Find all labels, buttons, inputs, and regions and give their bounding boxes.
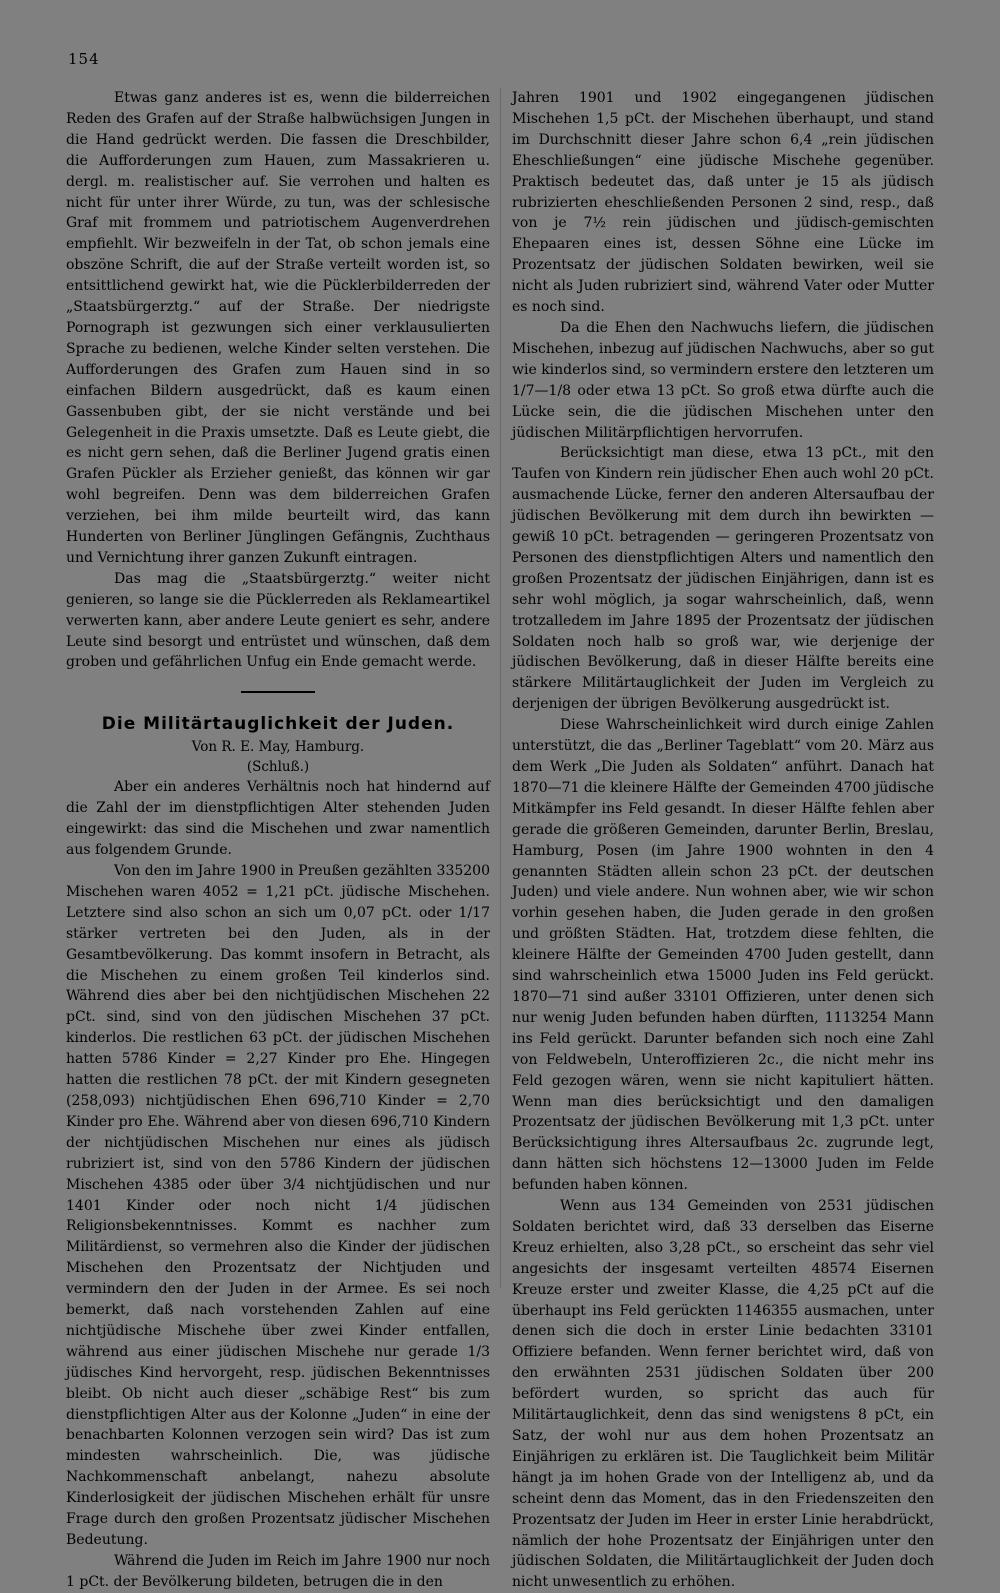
paragraph: Jahren 1901 und 1902 eingegangenen jüdischen Mischehen 1,5 pCt. der Mischehen überhaupt, und stand im Durchschnitt dieser Jahre schon 6,4 „rein jüdischen Eheschließungen“ eine jüdische Mischehe gegenüber. Praktisch bedeutet das, daß unter je 15 als jüdisch rubrizierten eheschließenden Personen 2 sind, resp., daß von je 7½ rein jüdischen und jüdisch-gemischten Ehepaaren eines ist, dessen Söhne eine Lücke im Prozentsatz der jüdischen Soldaten bewirken, weil sie nicht als Juden rubriziert sind, während Vater oder Mutter es noch sind. <box>512 90 934 316</box>
paragraph: Das mag die „Staatsbürgerztg.“ weiter nicht genieren, so lange sie die Pücklerreden als Reklameartikel verwerten kann, aber andere Leute geniert es sehr, andere Leute sind besorgt und entrüstet und wünschen, daß dem groben und gefährlichen Unfug ein Ende gemacht werde. <box>66 570 490 671</box>
paragraph: Wenn aus 134 Gemeinden von 2531 jüdischen Soldaten berichtet wird, daß 33 derselben das Eiserne Kreuz erhielten, also 3,28 pCt., so erscheint das sehr viel angesichts der insgesamt verteilten 48574 Eisernen Kreuze erster und zweiter Klasse, die 4,25 pCt auf die überhaupt ins Feld gerückten 1146355 ausmachen, unter denen sich die doch in erster Linie bedachten 33101 Offiziere befanden. Wenn ferner berichtet wird, daß von den erwähnten 2531 jüdischen Soldaten über 200 befördert wurden, so spricht das auch für Militärtauglichkeit, denn das sind wenigstens 8 pCt, ein Satz, der wohl nur aus dem hohen Prozentsatz an Einjährigen zu erklären ist. Die Tauglichkeit beim Militär hängt ja im hohen Grade von der Intelligenz ab, und da scheint denn das Moment, das in den Friedenszeiten den Prozentsatz der Juden im Heer in erster Linie herabdrückt, nämlich der hohe Prozentsatz der Einjährigen unter den jüdischen Soldaten, die Militärtauglichkeit der Juden doch nicht unwesentlich zu erhöhen. <box>512 1198 934 1591</box>
paragraph: Diese Wahrscheinlichkeit wird durch einige Zahlen unterstützt, die das „Berliner Tageblatt“ vom 20. März aus dem Werk „Die Juden als Soldaten“ anführt. Danach hat 1870—71 die kleinere Hälfte der Gemeinden 4700 jüdische Mitkämpfer ins Feld gesandt. In dieser Hälfte fehlen aber gerade die größeren Gemeinden, darunter Berlin, Breslau, Hamburg, Posen (im Jahre 1900 wohnten in den 4 genannten Städten allein schon 23 pCt. der deutschen Juden) und viele andere. Nun wohnen aber, wie wir schon vorhin gesehen haben, die Juden gerade in den großen und größten Städten. Hat, trotzdem diese fehlten, die kleinere Hälfte der Gemeinden 4700 Juden gestellt, dann sind wahrscheinlich etwa 15000 Juden ins Feld gerückt. 1870—71 sind außer 33101 Offizieren, unter denen sich nur wenig Juden befunden haben dürften, 1113254 Mann ins Feld gerückt. Darunter befanden sich noch eine Zahl von Feldwebeln, Unteroffizieren 2c., die nicht mehr ins Feld gezogen wären, wenn sie nicht kapituliert hätten. Wenn man dies berücksichtigt und den damaligen Prozentsatz der jüdischen Bevölkerung mit 1,3 pCt. unter Berücksichtigung ihres Altersaufbaus 2c. zugrunde legt, dann hätten sich höchstens 12—13000 Juden im Felde befunden haben können. <box>512 717 934 1194</box>
paragraph: Aber ein anderes Verhältnis noch hat hindernd auf die Zahl der im dienstpflichtigen Alter stehenden Juden eingewirkt: das sind die Mischehen und zwar namentlich aus folgendem Grunde. <box>66 779 490 859</box>
paragraph: Etwas ganz anderes ist es, wenn die bilderreichen Reden des Grafen auf der Straße halbwüchsigen Jungen in die Hand gedrückt werden. Die fassen die Dreschbilder, die Aufforderungen zum Hauen, zum Massakrieren u. dergl. m. realistischer auf. Sie verrohen und halten es nicht für unter ihrer Würde, zu tun, was der schlesische Graf mit frommem und patriotischem Augenverdrehen empfiehlt. Wir bezweifeln in der Tat, ob schon jemals eine obszöne Schrift, die auf der Straße verteilt worden ist, so entsittlichend gewirkt hat, wie die Pücklerbilderreden der „Staatsbürgerztg.“ auf der Straße. Der niedrigste Pornograph ist gezwungen sich einer verklausulierten Sprache zu bedienen, welche Kinder selten verstehen. Die Aufforderungen des Grafen zum Hauen sind in so einfachen Bildern ausgedrückt, daß es kaum einen Gassenbuben gibt, der sie nicht verstände und bei Gelegenheit in die Praxis umsetzte. Daß es Leute giebt, die es nicht gern sehen, daß die Berliner Jugend gratis einen Grafen Pückler als Erzieher genießt, das können wir gar wohl begreifen. Denn was dem bilderreichen Grafen verziehen, bei ihm milde beurteilt wird, das kann Hunderten von Berliner Jünglingen Gefängnis, Zuchthaus und Vernichtung ihrer ganzen Zukunft eintragen. <box>66 90 490 566</box>
paragraph: Da die Ehen den Nachwuchs liefern, die jüdischen Mischehen, inbezug auf jüdischen Nachwuchs, aber so gut wie kinderlos sind, so vermindern erstere den letzteren um 1/7—1/8 oder etwa 13 pCt. So groß etwa dürfte auch die Lücke sein, die die jüdischen Mischehen unter den jüdischen Militärpflichtigen hervorrufen. <box>512 319 934 441</box>
paragraph: Berücksichtigt man diese, etwa 13 pCt., mit den Taufen von Kindern rein jüdischer Ehen auch wohl 20 pCt. ausmachende Lücke, ferner den anderen Altersaufbau der jüdischen Bevölkerung mit dem durch ihn bewirkten — gewiß 10 pCt. betragenden — geringeren Prozentsatz von Personen des dienstpflichtigen Alters und namentlich den großen Prozentsatz der jüdischen Einjährigen, dann ist es sehr wohl möglich, ja sogar wahrscheinlich, daß, wenn trotzalledem im Jahre 1895 der Prozentsatz der jüdischen Soldaten noch halb so groß war, wie derjenige der jüdischen Bevölkerung, daß in dieser Hälfte bereits eine stärkere Militärtauglichkeit der Juden im Vergleich zu derjenigen der übrigen Bevölkerung ausgedrückt ist. <box>512 445 934 713</box>
article-title: Die Militärtauglichkeit der Juden. <box>101 714 455 735</box>
paragraph: Während die Juden im Reich im Jahre 1900 nur noch 1 pCt. der Bevölkerung bildeten, betrugen die in den <box>66 1552 490 1590</box>
page-number: 154 <box>68 50 100 68</box>
paragraph: Von den im Jahre 1900 in Preußen gezählten 335200 Mischehen waren 4052 = 1,21 pCt. jüdische Mischehen. Letztere sind also schon an sich um 0,07 pCt. oder 1/17 stärker vertreten bei den Juden, als in der Gesamtbevölkerung. Das kommt insofern in Betracht, als die Mischehen zu einem großen Teil kinderlos sind. Während dies aber bei den nichtjüdischen Mischehen 22 pCt. sind, sind von den jüdischen Mischehen 37 pCt. kinderlos. Die restlichen 63 pCt. der jüdischen Mischehen hatten 5786 Kinder = 2,27 Kinder pro Ehe. Hingegen hatten die restlichen 78 pCt. der mit Kindern gesegneten (258,093) nichtjüdischen Ehen 696,710 Kinder = 2,70 Kinder pro Ehe. Während aber von diesen 696,710 Kindern der nichtjüdischen Mischehen nur eines als jüdisch rubriziert ist, sind von den 5786 Kindern der jüdischen Mischehen 4385 oder über 3/4 nichtjüdischen und nur 1401 Kinder oder noch nicht 1/4 jüdischen Religionsbekenntnisses. Kommt es nachher zum Militärdienst, so vermehren also die Kinder der jüdischen Mischehen den Prozentsatz der Nichtjuden und vermindern den der Juden in der Armee. Es sei noch bemerkt, daß nach vorstehenden Zahlen auf eine nichtjüdische Mischehe über zwei Kinder entfallen, während aus einer jüdischen Mischehe nur gerade 1/3 jüdisches Kind hervorgeht, resp. jüdischen Bekenntnisses bleibt. Ob nicht auch dieser „schäbige Rest“ bis zum dienstpflichtigen Alter aus der Kolonne „Juden“ in eine der benachbarten Kolonnen verzogen sein wird? Das ist zum mindesten wahrscheinlich. Die, was jüdische Nachkommenschaft anbelangt, nahezu absolute Kinderlosigkeit der jüdischen Mischehen erhält für unsre Frage durch den großen Prozentsatz jüdischer Mischehen Bedeutung. <box>66 863 490 1548</box>
left-column <box>66 88 490 1593</box>
right-column <box>512 88 934 1593</box>
column-divider <box>500 88 501 1288</box>
article-subnote: (Schluß.) <box>246 759 310 776</box>
article-byline: Von R. E. May, Hamburg. <box>191 739 365 756</box>
section-divider <box>241 691 315 693</box>
